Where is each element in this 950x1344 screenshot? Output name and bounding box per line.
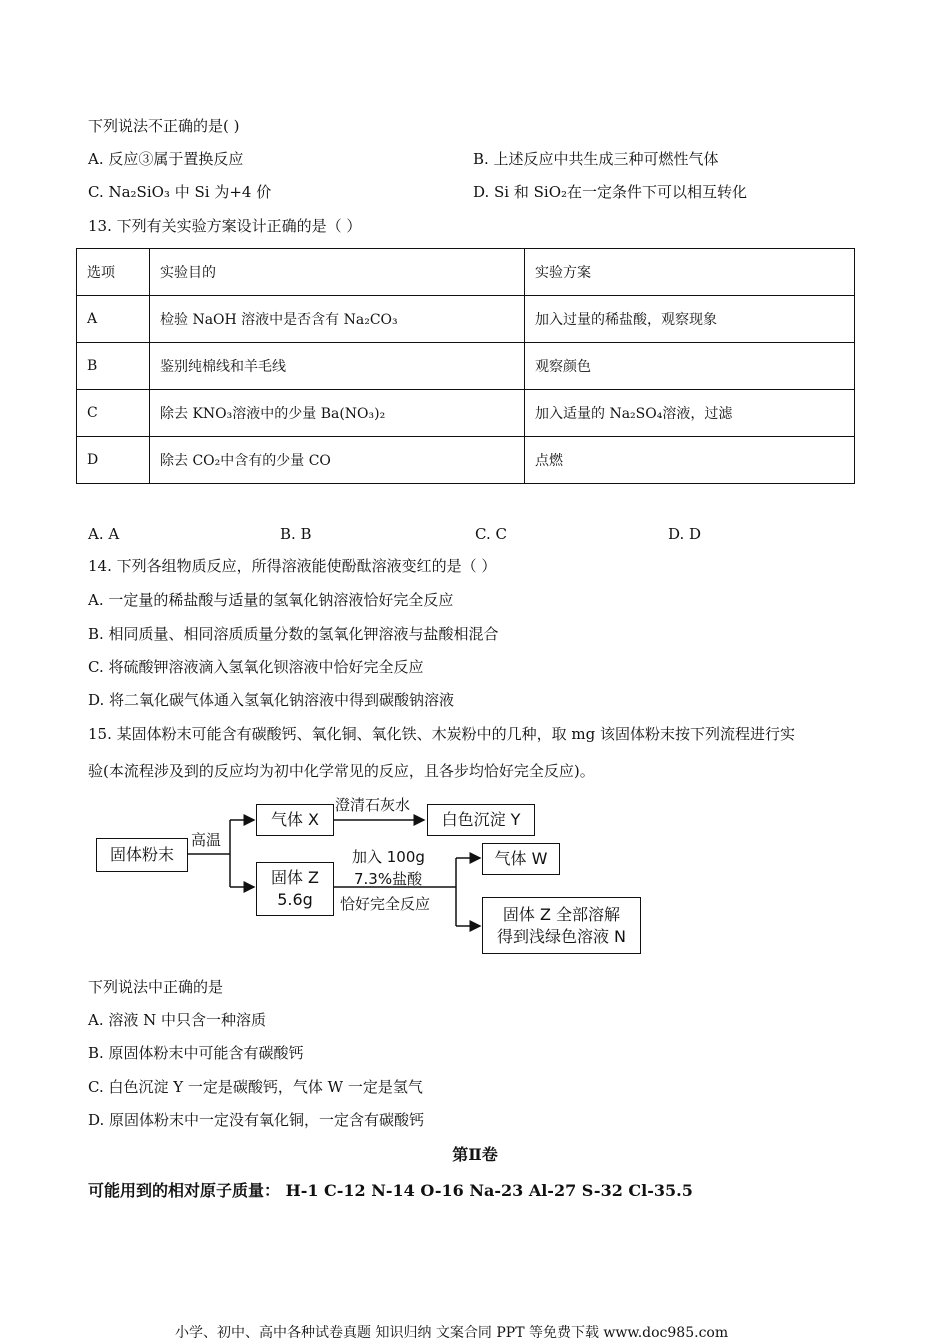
table-header-cell: 实验目的: [150, 249, 525, 296]
q15-stem-line1: 15. 某固体粉末可能含有碳酸钙、氧化铜、氧化铁、木炭粉中的几种，取 mg 该固体粉末按下列流程进行实: [88, 725, 795, 743]
table-cell: 除去 KNO₃溶液中的少量 Ba(NO₃)₂: [150, 390, 525, 437]
experiment-table: [76, 248, 855, 484]
flow-gas-x: 气体 X: [256, 804, 334, 836]
flow-result-line2: 得到浅绿色溶液 N: [496, 926, 627, 946]
section-title: 第Ⅱ卷: [452, 1145, 498, 1164]
q15-option-c: C. 白色沉淀 Y 一定是碳酸钙，气体 W 一定是氢气: [88, 1078, 423, 1096]
q15-option-d: D. 原固体粉末中一定没有氧化铜，一定含有碳酸钙: [88, 1111, 425, 1129]
q14-option-a: A. 一定量的稀盐酸与适量的氢氧化钠溶液恰好完全反应: [88, 591, 454, 609]
table-cell: A: [77, 296, 150, 343]
q13-stem: 13. 下列有关实验方案设计正确的是（ ）: [88, 217, 362, 235]
table-row: [77, 343, 855, 390]
q12-option-a: A. 反应③属于置换反应: [88, 150, 244, 168]
table-header-cell: 实验方案: [525, 249, 855, 296]
q14-option-b: B. 相同质量、相同溶质质量分数的氢氧化钾溶液与盐酸相混合: [88, 625, 499, 643]
flow-label-acid-conc: 7.3%盐酸: [354, 870, 423, 888]
flow-solid-z-label: 固体 Z: [270, 868, 320, 887]
table-cell: 检验 NaOH 溶液中是否含有 Na₂CO₃: [150, 296, 525, 343]
table-cell: 加入适量的 Na₂SO₄溶液，过滤: [525, 390, 855, 437]
q13-option-c: C. C: [475, 525, 507, 543]
table-cell: 加入过量的稀盐酸，观察现象: [525, 296, 855, 343]
q12-stem: 下列说法不正确的是( ): [88, 117, 240, 135]
q12-option-d: D. Si 和 SiO₂在一定条件下可以相互转化: [473, 183, 748, 201]
table-cell: 观察颜色: [525, 343, 855, 390]
q15-stem-line2: 验(本流程涉及到的反应均为初中化学常见的反应，且各步均恰好完全反应)。: [88, 762, 595, 780]
flow-result-n: [482, 897, 641, 954]
q15-option-a: A. 溶液 N 中只含一种溶质: [88, 1011, 267, 1029]
flow-white-precip-y: 白色沉淀 Y: [427, 804, 535, 836]
flow-gas-w: 气体 W: [482, 843, 560, 875]
table-cell: 鉴别纯棉线和羊毛线: [150, 343, 525, 390]
flow-label-limewater: 澄清石灰水: [335, 796, 411, 814]
flow-solid-powder: 固体粉末: [96, 838, 188, 872]
flow-solid-z: [256, 862, 334, 916]
q12-option-b: B. 上述反应中共生成三种可燃性气体: [473, 150, 719, 168]
table-cell: B: [77, 343, 150, 390]
table-header-row: [77, 249, 855, 296]
table-cell: 除去 CO₂中含有的少量 CO: [150, 437, 525, 484]
q13-option-b: B. B: [280, 525, 312, 543]
atomic-masses: 可能用到的相对原子质量： H-1 C-12 N-14 O-16 Na-23 Al-27 S-32 Cl-35.5: [88, 1181, 693, 1200]
q13-option-a: A. A: [88, 525, 120, 543]
table-row: [77, 437, 855, 484]
flow-label-acid-amount: 加入 100g: [352, 848, 425, 866]
q14-option-c: C. 将硫酸钾溶液滴入氢氧化钡溶液中恰好完全反应: [88, 658, 424, 676]
table-cell: 点燃: [525, 437, 855, 484]
page-footer: 小学、初中、高中各种试卷真题 知识归纳 文案合同 PPT 等免费下载 www.doc985.com: [175, 1325, 729, 1341]
q14-stem: 14. 下列各组物质反应，所得溶液能使酚酞溶液变红的是（ ）: [88, 557, 497, 575]
flow-solid-z-mass: 5.6g: [277, 890, 313, 909]
table-header-cell: 选项: [77, 249, 150, 296]
table-cell: C: [77, 390, 150, 437]
q12-option-c: C. Na₂SiO₃ 中 Si 为+4 价: [88, 183, 272, 201]
table-row: [77, 296, 855, 343]
q14-option-d: D. 将二氧化碳气体通入氢氧化钠溶液中得到碳酸钠溶液: [88, 691, 455, 709]
q13-option-d: D. D: [668, 525, 702, 543]
flow-label-heat: 高温: [191, 831, 222, 849]
flow-label-complete: 恰好完全反应: [340, 895, 431, 913]
q15-option-b: B. 原固体粉末中可能含有碳酸钙: [88, 1044, 304, 1062]
table-cell: D: [77, 437, 150, 484]
flow-result-line1: 固体 Z 全部溶解: [502, 904, 621, 924]
table-row: [77, 390, 855, 437]
q15-question: 下列说法中正确的是: [88, 978, 224, 996]
